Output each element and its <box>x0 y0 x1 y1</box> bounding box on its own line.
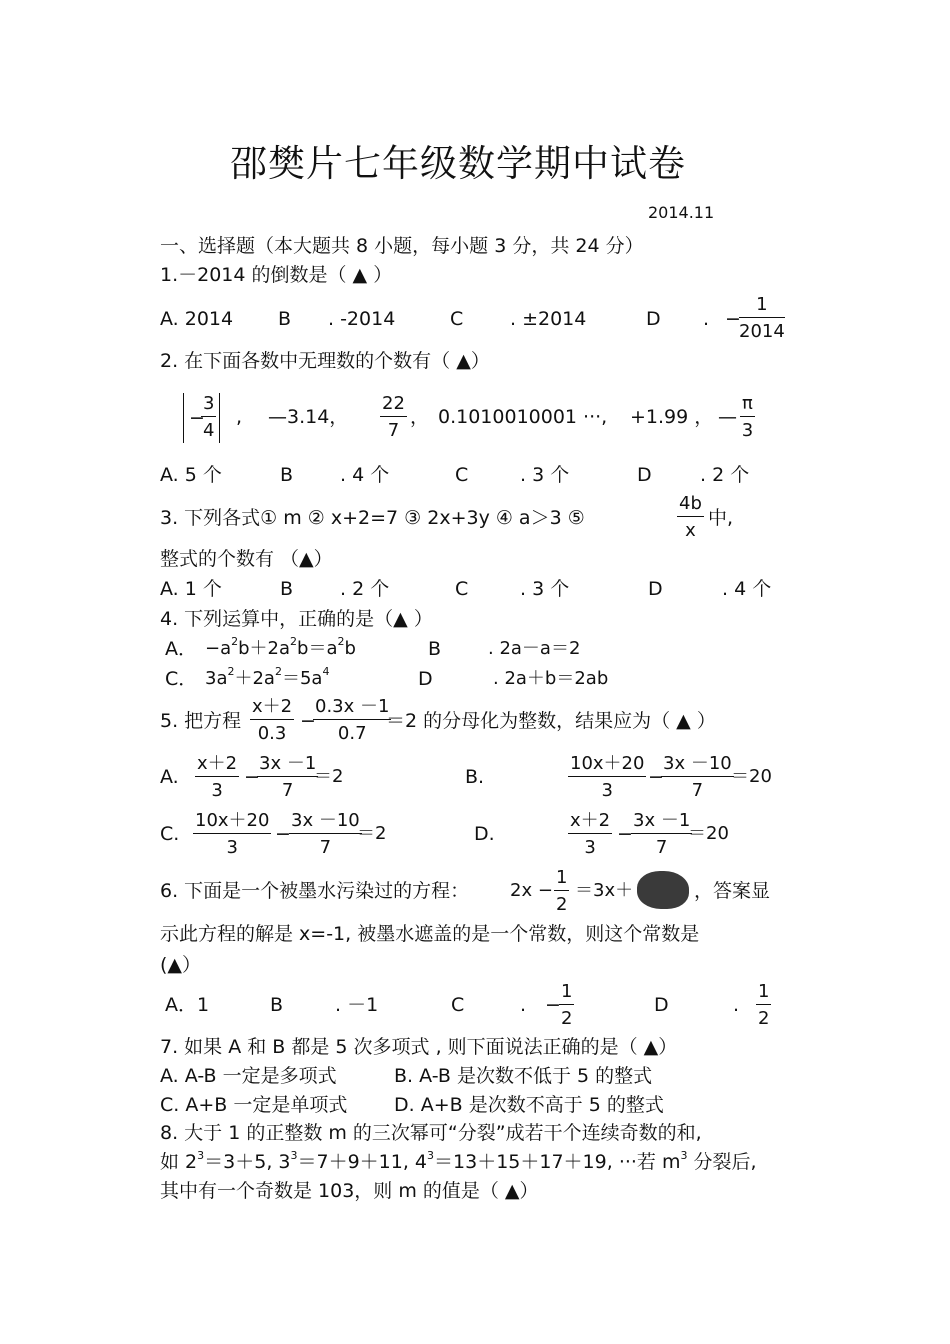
q5-option-b-fraction-1 <box>568 755 646 800</box>
q4-option-a-label: A． <box>165 638 197 660</box>
q6-option-c-label: C <box>451 994 465 1016</box>
ink-blot <box>637 871 689 909</box>
q4-option-a-expression: $-a^2b+2a^2b=a^2b$ <box>205 635 356 659</box>
q5-option-c-minus: − <box>275 823 291 845</box>
q5-fraction-2 <box>313 698 391 743</box>
fraction-denominator: 3 <box>226 837 238 858</box>
q1-option-d-fraction <box>739 296 785 341</box>
q1-option-b-label: B <box>278 308 292 330</box>
q6-equation-mid: ＝3x＋ <box>575 880 634 901</box>
q5-option-c-label: C. <box>160 823 180 845</box>
q5-option-a-label: A. <box>160 766 179 788</box>
q6-stem-line-3: (▲） <box>160 954 202 976</box>
q2-item-comma: , <box>236 406 243 428</box>
abs-fraction <box>201 395 216 440</box>
fraction-denominator: 3 <box>584 837 596 858</box>
fraction-numerator: x＋2 <box>250 698 294 720</box>
q5-option-b-minus: − <box>648 766 664 788</box>
q3-option-b-value: . 2 个 <box>340 578 390 600</box>
question-5-stem-post: ＝2 的分母化为整数，结果应为（ ▲ ） <box>386 710 716 732</box>
fraction-denominator: 3 <box>211 780 223 801</box>
fraction-numerator: 4b <box>677 495 704 517</box>
section-heading: 一、选择题（本大题共 8 小题，每小题 3 分，共 24 分） <box>160 235 644 257</box>
q2-option-d-label: D <box>637 464 652 486</box>
fraction-numerator: 22 <box>380 395 407 417</box>
q3-option-b-label: B <box>280 578 294 600</box>
q3-option-c-label: C <box>455 578 469 600</box>
q3-option-a: A. 1 个 <box>160 578 222 600</box>
q2-option-d-value: . 2 个 <box>700 464 750 486</box>
q3-option-d-label: D <box>648 578 663 600</box>
q4-option-d-expression: . 2a＋b＝2ab <box>493 668 609 689</box>
question-7-stem: 7. 如果 A 和 B 都是 5 次多项式 , 则下面说法正确的是（ ▲） <box>160 1036 678 1058</box>
q5-option-a-fraction-2 <box>257 755 318 800</box>
q5-option-d-rhs: ＝20 <box>688 823 729 844</box>
q2-fraction-22-7 <box>380 395 407 440</box>
q6-option-c-dot: . <box>520 994 527 1016</box>
q6-option-b-label: B <box>270 994 284 1016</box>
fraction-numerator: 3x －10 <box>289 812 362 834</box>
q5-option-b-rhs: ＝20 <box>731 766 772 787</box>
fraction-denominator: 2 <box>758 1008 770 1029</box>
fraction-numerator: 10x＋20 <box>568 755 646 777</box>
q2-option-c-label: C <box>455 464 469 486</box>
fraction-denominator: 3 <box>741 420 754 441</box>
q5-option-d-fraction-1 <box>568 812 612 857</box>
fraction-numerator: 1 <box>739 296 785 318</box>
q5-option-a-fraction-1 <box>195 755 239 800</box>
q1-option-c-value: . ±2014 <box>510 308 587 330</box>
q6-option-d-dot: . <box>733 994 740 1016</box>
q2-item-minus: — <box>718 406 737 428</box>
abs-bar-right <box>219 393 220 443</box>
fraction-denominator: 0.7 <box>337 723 367 744</box>
q6-option-c-sign: − <box>545 994 561 1016</box>
q2-option-a: A. 5 个 <box>160 464 222 486</box>
question-2-stem: 2. 在下面各数中无理数的个数有（ ▲） <box>160 350 490 372</box>
q3-stem-line-2: 整式的个数有 （▲） <box>160 548 333 570</box>
q7-option-b: B. A-B 是次数不低于 5 的整式 <box>394 1065 653 1087</box>
fraction-numerator: 3 <box>201 395 216 417</box>
question-8-line-1: 8. 大于 1 的正整数 m 的三次幂可“分裂”成若干个连续奇数的和, <box>160 1122 702 1144</box>
q2-fraction-pi-3 <box>740 395 755 440</box>
page-title: 邵樊片七年级数学期中试卷 <box>230 142 686 185</box>
q1-option-d-label: D <box>646 308 661 330</box>
question-4-stem: 4. 下列运算中，正确的是（▲ ） <box>160 608 433 630</box>
q5-option-b-label: B. <box>465 766 485 788</box>
fraction-numerator: x＋2 <box>195 755 239 777</box>
q3-stem-tail: 中, <box>708 507 734 529</box>
q4-option-b-expression: . 2a－a＝2 <box>488 638 581 659</box>
q5-option-d-fraction-2 <box>631 812 692 857</box>
q1-option-a: A. 2014 <box>160 308 234 330</box>
q6-option-d-label: D <box>654 994 669 1016</box>
fraction-denominator: 7 <box>387 420 400 441</box>
q4-option-d-label: D <box>418 668 433 690</box>
fraction-numerator: 3x －10 <box>661 755 734 777</box>
fraction-numerator: 1 <box>756 983 771 1005</box>
fraction-denominator: 2014 <box>739 321 785 342</box>
question-5-stem-pre: 5. 把方程 <box>160 710 242 732</box>
q3-option-d-value: . 4 个 <box>722 578 772 600</box>
fraction-numerator: x＋2 <box>568 812 612 834</box>
q2-option-b-label: B <box>280 464 294 486</box>
fraction-numerator: π <box>740 395 755 417</box>
q5-option-c-fraction-2 <box>289 812 362 857</box>
exam-date: 2014.11 <box>648 203 715 222</box>
q1-option-b-value: . -2014 <box>328 308 396 330</box>
q2-item-comma-2: ， <box>410 406 430 428</box>
q2-item-decimal: 0.1010010001 ···, <box>438 406 608 428</box>
q2-option-b-value: . 4 个 <box>340 464 390 486</box>
fraction-numerator: 3x －1 <box>257 755 318 777</box>
q3-option-c-value: . 3 个 <box>520 578 570 600</box>
q7-option-d: D. A+B 是次数不高于 5 的整式 <box>394 1094 664 1116</box>
fraction-denominator: 2 <box>561 1008 573 1029</box>
fraction-denominator: 7 <box>691 780 704 801</box>
q7-option-c: C. A+B 一定是单项式 <box>160 1094 348 1116</box>
question-8-line-3: 其中有一个奇数是 103，则 m 的值是（ ▲） <box>160 1180 539 1202</box>
fraction-denominator: 7 <box>281 780 294 801</box>
fraction-denominator: 3 <box>601 780 613 801</box>
q6-option-a: A．1 <box>165 994 210 1016</box>
q1-option-c-label: C <box>450 308 464 330</box>
q5-option-d-label: D. <box>474 823 495 845</box>
question-1-stem: 1.－2014 的倒数是（ ▲ ） <box>160 264 393 286</box>
fraction-denominator: 4 <box>203 420 215 441</box>
fraction-numerator: 1 <box>554 869 569 891</box>
q6-equation-pre: 2x − <box>510 880 553 901</box>
q5-option-a-rhs: ＝2 <box>314 766 344 787</box>
fraction-denominator: x <box>685 520 696 541</box>
q6-option-c-fraction <box>559 983 574 1028</box>
fraction-denominator: 2 <box>556 894 568 915</box>
q6-stem-line-2: 示此方程的解是 x=-1, 被墨水遮盖的是一个常数，则这个常数是 <box>160 923 700 945</box>
fraction-numerator: 0.3x －1 <box>313 698 391 720</box>
abs-sign: − <box>189 407 205 429</box>
question-8-line-2: 如 $2^3=3+5$, $3^3=7+9+11$, $4^3=13+15+17+19$, ···若 $m^3$ 分裂后, <box>160 1149 757 1173</box>
q5-option-b-fraction-2 <box>661 755 734 800</box>
question-3-stem: 3. 下列各式① m ② x+2=7 ③ 2x+3y ④ a＞3 ⑤ <box>160 507 585 529</box>
q2-item-negative: —3.14， <box>268 406 349 428</box>
fraction-numerator: 3x －1 <box>631 812 692 834</box>
q5-minus: − <box>300 710 316 732</box>
q6-option-d-fraction <box>756 983 771 1028</box>
q4-option-c-label: C． <box>165 668 198 690</box>
q5-option-c-fraction-1 <box>193 812 271 857</box>
q2-option-c-value: . 3 个 <box>520 464 570 486</box>
q4-option-c-expression: $3a^2+2a^2=5a^4$ <box>205 665 330 689</box>
fraction-denominator: 7 <box>655 837 668 858</box>
q7-option-a: A. A-B 一定是多项式 <box>160 1065 337 1087</box>
fraction-denominator: 7 <box>319 837 332 858</box>
abs-bar-left <box>183 393 184 443</box>
q3-fraction-4b-x <box>677 495 704 540</box>
q6-option-b-value: . －1 <box>335 994 379 1016</box>
question-6-stem-tail: ，答案显 <box>694 880 771 902</box>
q5-option-a-minus: − <box>244 766 260 788</box>
question-6-stem-pre: 6. 下面是一个被墨水污染过的方程： <box>160 880 470 902</box>
q1-option-d-sign: − <box>725 308 741 330</box>
q2-item-positive: +1.99 ， <box>630 406 714 428</box>
q5-option-c-rhs: ＝2 <box>357 823 387 844</box>
q4-option-b-label: B <box>428 638 442 660</box>
q5-fraction-1 <box>250 698 294 743</box>
q6-equation-half <box>554 869 569 914</box>
q5-option-d-minus: − <box>617 823 633 845</box>
q1-option-d-dot: . <box>703 308 710 330</box>
fraction-numerator: 10x＋20 <box>193 812 271 834</box>
fraction-denominator: 0.3 <box>257 723 287 744</box>
fraction-numerator: 1 <box>559 983 574 1005</box>
